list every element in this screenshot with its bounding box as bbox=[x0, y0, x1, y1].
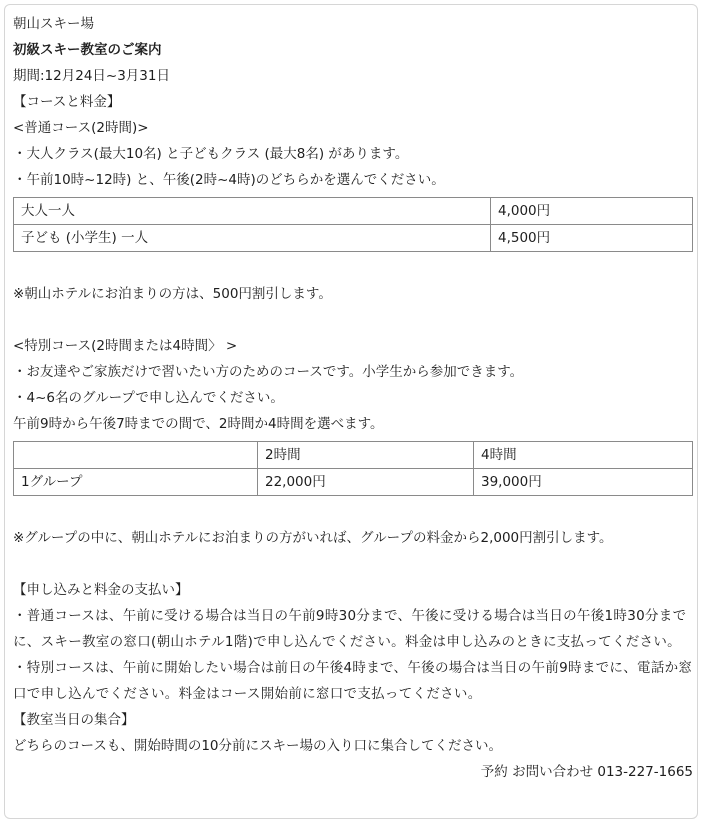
special-bullet: ・お友達やご家族だけで習いたい方のためのコースです。小学生から参加できます。 bbox=[13, 364, 524, 380]
notice-card bbox=[4, 4, 698, 819]
special-time-note: 午前9時から午後7時までの間で、2時間か4時間を選べます。 bbox=[13, 416, 384, 432]
price-label: 子ども (小学生) 一人 bbox=[14, 225, 491, 252]
meeting-heading: 【教室当日の集合】 bbox=[13, 712, 135, 728]
price-4h: 39,000円 bbox=[474, 469, 693, 496]
special-bullet: ・4~6名のグループで申し込んでください。 bbox=[13, 390, 284, 406]
regular-discount-note: ※朝山ホテルにお泊まりの方は、500円割引します。 bbox=[13, 286, 332, 302]
venue-name: 朝山スキー場 bbox=[13, 16, 94, 32]
price-label: 大人一人 bbox=[14, 198, 491, 225]
regular-course-title: <普通コース(2時間)> bbox=[13, 120, 149, 136]
group-label: 1グループ bbox=[14, 469, 258, 496]
application-heading: 【申し込みと料金の支払い】 bbox=[13, 582, 189, 598]
price-2h: 22,000円 bbox=[258, 469, 474, 496]
special-discount-note: ※グループの中に、朝山ホテルにお泊まりの方がいれば、グループの料金から2,000円割引します。 bbox=[13, 530, 613, 546]
regular-bullet: ・午前10時~12時) と、午後(2時~4時)のどちらかを選んでください。 bbox=[13, 172, 445, 188]
contact-info: 予約 お問い合わせ 013-227-1665 bbox=[480, 764, 693, 780]
notice-content bbox=[13, 11, 693, 785]
page-title: 初級スキー教室のご案内 bbox=[13, 42, 162, 58]
table-header-cell: 4時間 bbox=[474, 442, 693, 469]
regular-bullet: ・大人クラス(最大10名) と子どもクラス (最大8名) があります。 bbox=[13, 146, 409, 162]
courses-heading: 【コースと料金】 bbox=[13, 94, 121, 110]
table-row bbox=[14, 198, 693, 225]
table-header-cell: 2時間 bbox=[258, 442, 474, 469]
meeting-text: どちらのコースも、開始時間の10分前にスキー場の入り口に集合してください。 bbox=[13, 738, 503, 754]
price-value: 4,500円 bbox=[491, 225, 693, 252]
special-price-table bbox=[13, 441, 693, 496]
regular-price-table bbox=[13, 197, 693, 252]
period: 期間:12月24日~3月31日 bbox=[13, 68, 170, 84]
application-regular: ・普通コースは、午前に受ける場合は当日の午前9時30分まで、午後に受ける場合は当日の午後1時30分までに、スキー教室の窓口(朝山ホテル1階)で申し込んでください。料金は申し込みのときに支払ってください。 bbox=[13, 608, 687, 650]
table-header-cell bbox=[14, 442, 258, 469]
special-course-title: <特別コース(2時間または4時間〉 > bbox=[13, 338, 238, 354]
price-value: 4,000円 bbox=[491, 198, 693, 225]
table-header-row bbox=[14, 442, 693, 469]
application-special: ・特別コースは、午前に開始したい場合は前日の午後4時まで、午後の場合は当日の午前9時までに、電話か窓口で申し込んでください。料金はコース開始前に窓口で支払ってください。 bbox=[13, 660, 693, 702]
table-row bbox=[14, 469, 693, 496]
table-row bbox=[14, 225, 693, 252]
